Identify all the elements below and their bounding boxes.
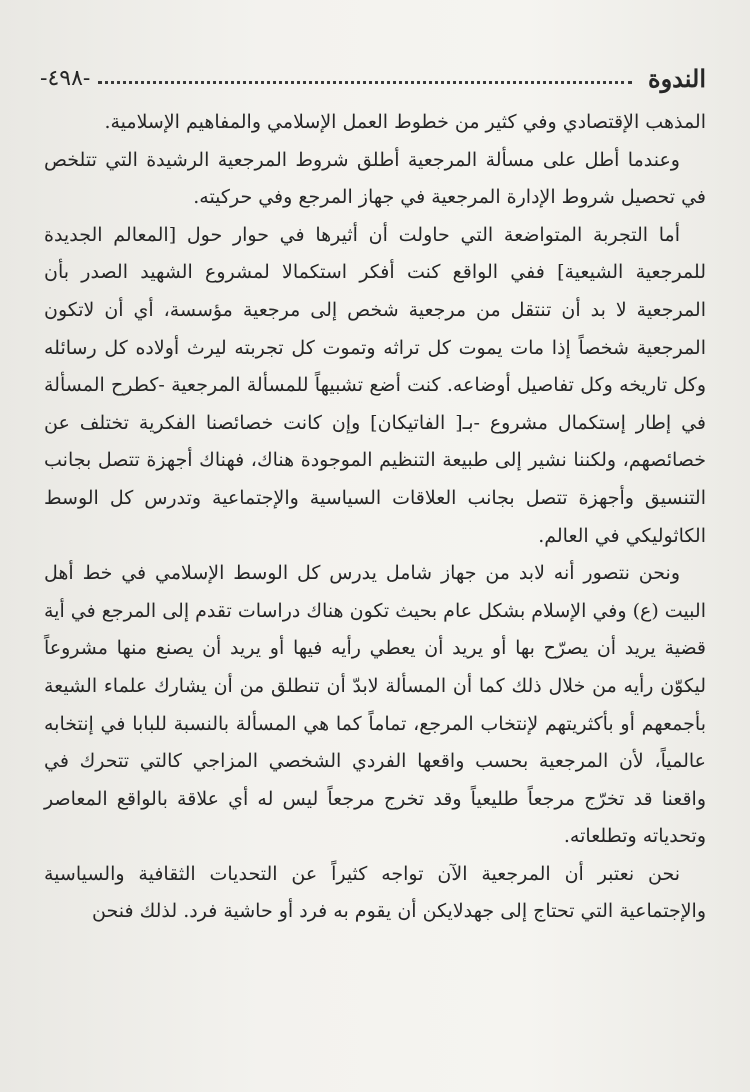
paragraph: المذهب الإقتصادي وفي كثير من خطوط العمل الإسلامي والمفاهيم الإسلامية. bbox=[104, 111, 706, 133]
paragraph: أما التجربة المتواضعة التي حاولت أن أثيرها في حوار حول [المعالم الجديدة للمرجعية الشيعية] ففي الواقع كنت أفكر استكمالا لمشروع الشهيد الصدر بأن المرجعية لا بد أن تنتقل من مرجعية شخص إلى مرجعية مؤسسة، أي أن لاتكون المرجعية شخصاً إذا مات يموت كل تراثه وتموت كل تجربته ليرث أولاده كل رسائله وكل تاريخه وكل تفاصيل أوضاعه. كنت أضع تشبيهاً للمسألة المرجعية -كطرح المسألة في إطار إستكمال مشروع -بـ[ الفاتيكان] وإن كانت خصائصنا الفكرية تختلف عن خصائصهم، ولكننا نشير إلى طبيعة التنظيم الموجودة هناك، فهناك أجهزة تتصل بجانب التنسيق وأجهزة تتصل بجانب العلاقات السياسية والإجتماعية وتدرس كل الوسط الكاثوليكي في العالم. bbox=[44, 223, 706, 547]
paragraph: وعندما أطل على مسألة المرجعية أطلق شروط المرجعية الرشيدة التي تتلخص في تحصيل شروط الإدارة المرجعية في جهاز المرجع وفي حركيته. bbox=[44, 148, 706, 209]
paragraph: ونحن نتصور أنه لابد من جهاز شامل يدرس كل الوسط الإسلامي في خط أهل البيت (ع) وفي الإسلام بشكل عام بحيث تكون هناك دراسات تقدم إلى المرجع في أية قضية يريد أن يصرّح بها أو يريد أن يعطي رأيه فيها أو يريد أن يصنع منها مشروعاً ليكوّن رأيه من خلال ذلك كما أن المسألة لابدّ أن تنطلق من أن يشارك علماء الشيعة بأجمعهم أو بأكثريتهم لإنتخاب المرجع، تماماً كما هي المسألة بالنسبة للبابا في إنتخابه عالمياً، لأن المرجعية بحسب واقعها الفردي الشخصي المزاجي كالتي تتحرك في واقعنا قد تخرّج مرجعاً طليعياً وقد تخرج مرجعاً ليس له أي علاقة بالواقع المعاصر وتحدياته وتطلعاته. bbox=[44, 562, 706, 848]
journal-title: الندوة bbox=[648, 63, 706, 93]
page-number: -٤٩٨- bbox=[40, 65, 91, 91]
header-dotted-rule bbox=[98, 81, 632, 84]
page-header bbox=[40, 56, 706, 100]
body-text bbox=[44, 104, 706, 931]
paragraph: نحن نعتبر أن المرجعية الآن تواجه كثيراً عن التحديات الثقافية والسياسية والإجتماعية التي تحتاج إلى جهدلايكن أن يقوم به فرد أو حاشية فرد. لذلك فنحن bbox=[44, 862, 706, 923]
